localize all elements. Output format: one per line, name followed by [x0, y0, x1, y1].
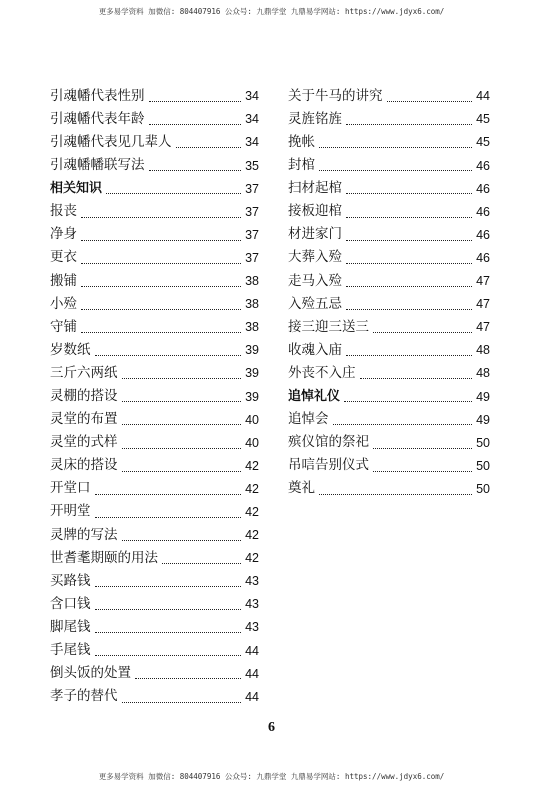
- toc-entry-page: 45: [476, 112, 490, 127]
- toc-right-column: [288, 85, 490, 501]
- toc-entry: [50, 662, 259, 685]
- toc-entry-page: 47: [476, 297, 490, 312]
- dot-leader: [122, 377, 242, 379]
- toc-entry-title: 引魂幡代表性别: [50, 87, 145, 104]
- toc-entry-title: 倒头饭的处置: [50, 665, 131, 682]
- toc-entry-page: 34: [245, 135, 259, 150]
- toc-entry-page: 46: [476, 250, 490, 265]
- dot-leader: [81, 308, 241, 310]
- toc-entry-title: 净身: [50, 226, 77, 243]
- dot-leader: [122, 423, 242, 425]
- dot-leader: [346, 308, 472, 310]
- toc-entry: [288, 362, 490, 385]
- toc-entry-title: 孝子的替代: [50, 688, 118, 705]
- dot-leader: [387, 100, 473, 102]
- toc-entry-title: 灵牌的写法: [50, 526, 118, 543]
- toc-entry-title: 追悼会: [288, 411, 329, 428]
- toc-entry-title: 接板迎棺: [288, 203, 342, 220]
- toc-entry-page: 39: [245, 389, 259, 404]
- toc-left-column: [50, 85, 259, 709]
- toc-entry-title: 报丧: [50, 203, 77, 220]
- dot-leader: [346, 285, 472, 287]
- toc-entry: [50, 154, 259, 177]
- toc-entry-page: 35: [245, 158, 259, 173]
- toc-entry-title: 守铺: [50, 318, 77, 335]
- toc-entry-page: 42: [245, 528, 259, 543]
- toc-entry-page: 39: [245, 343, 259, 358]
- toc-section-heading: [50, 177, 259, 200]
- toc-entry-page: 38: [245, 297, 259, 312]
- toc-entry-title: 相关知识: [50, 181, 103, 197]
- toc-entry-title: 灵堂的布置: [50, 411, 118, 428]
- dot-leader: [346, 262, 472, 264]
- dot-leader: [346, 216, 472, 218]
- toc-entry-title: 小殓: [50, 295, 77, 312]
- toc-entry-title: 入殓五忌: [288, 295, 342, 312]
- toc-entry-title: 走马入殓: [288, 272, 342, 289]
- toc-entry-page: 42: [245, 481, 259, 496]
- toc-entry-page: 37: [245, 204, 259, 219]
- toc-entry: [50, 478, 259, 501]
- dot-leader: [106, 192, 241, 194]
- toc-entry-title: 灵棚的搭设: [50, 388, 118, 405]
- toc-entry: [50, 85, 259, 108]
- toc-entry-page: 46: [476, 181, 490, 196]
- dot-leader: [95, 585, 242, 587]
- toc-entry-page: 48: [476, 343, 490, 358]
- toc-entry-title: 含口钱: [50, 595, 91, 612]
- dot-leader: [373, 447, 472, 449]
- toc-entry-title: 开堂口: [50, 480, 91, 497]
- toc-entry-page: 44: [476, 89, 490, 104]
- toc-entry-title: 买路钱: [50, 572, 91, 589]
- toc-entry-page: 42: [245, 458, 259, 473]
- toc-entry: [288, 131, 490, 154]
- toc-entry-title: 奠礼: [288, 480, 315, 497]
- dot-leader: [95, 516, 242, 518]
- toc-entry-page: 34: [245, 112, 259, 127]
- dot-leader: [319, 146, 472, 148]
- toc-entry: [288, 247, 490, 270]
- dot-leader: [344, 400, 472, 402]
- toc-entry-title: 世耆耄期颐的用法: [50, 549, 158, 566]
- toc-entry: [288, 224, 490, 247]
- toc-entry: [50, 639, 259, 662]
- dot-leader: [122, 539, 242, 541]
- toc-entry-page: 43: [245, 597, 259, 612]
- dot-leader: [346, 239, 472, 241]
- toc-entry: [50, 385, 259, 408]
- dot-leader: [149, 100, 242, 102]
- toc-entry-page: 46: [476, 158, 490, 173]
- toc-entry-page: 39: [245, 366, 259, 381]
- toc-entry-title: 引魂幡代表见几辈人: [50, 133, 172, 150]
- toc-entry-title: 灵堂的式样: [50, 434, 118, 451]
- toc-entry-title: 更衣: [50, 249, 77, 266]
- toc-entry: [50, 616, 259, 639]
- toc-entry-page: 50: [476, 435, 490, 450]
- toc-entry: [288, 431, 490, 454]
- toc-entry: [288, 154, 490, 177]
- dot-leader: [149, 123, 242, 125]
- dot-leader: [81, 239, 241, 241]
- toc-entry-title: 三斤六两纸: [50, 364, 118, 381]
- toc-entry-page: 42: [245, 504, 259, 519]
- dot-leader: [373, 470, 472, 472]
- toc-entry-page: 50: [476, 458, 490, 473]
- toc-entry-page: 38: [245, 274, 259, 289]
- toc-entry-title: 脚尾钱: [50, 618, 91, 635]
- toc-entry-title: 关于牛马的讲究: [288, 87, 383, 104]
- toc-entry-title: 扫材起棺: [288, 180, 342, 197]
- page-header-watermark: 更多易学资料 加微信: 804407916 公众号: 九鼎学堂 九鼎易学网站: https://www.jdyx6.com/: [98, 7, 445, 16]
- toc-entry-page: 43: [245, 620, 259, 635]
- toc-entry: [50, 131, 259, 154]
- toc-entry: [50, 431, 259, 454]
- toc-entry-title: 引魂幡幡联写法: [50, 157, 145, 174]
- toc-entry: [288, 478, 490, 501]
- toc-entry: [50, 200, 259, 223]
- toc-entry-title: 接三迎三送三: [288, 318, 369, 335]
- toc-entry-page: 37: [245, 181, 259, 196]
- toc-entry-title: 殡仪馆的祭祀: [288, 434, 369, 451]
- dot-leader: [176, 146, 242, 148]
- toc-entry: [50, 247, 259, 270]
- toc-entry-page: 44: [245, 689, 259, 704]
- toc-entry-title: 岁数纸: [50, 341, 91, 358]
- dot-leader: [81, 262, 241, 264]
- toc-entry: [50, 593, 259, 616]
- toc-entry: [288, 108, 490, 131]
- toc-entry: [288, 339, 490, 362]
- dot-leader: [122, 470, 242, 472]
- dot-leader: [319, 493, 472, 495]
- page-footer-watermark: 更多易学资料 加微信: 804407916 公众号: 九鼎学堂 九鼎易学网站: https://www.jdyx6.com/: [98, 772, 445, 781]
- toc-entry-page: 44: [245, 666, 259, 681]
- toc-entry-title: 收魂入庙: [288, 341, 342, 358]
- toc-entry: [50, 685, 259, 708]
- toc-entry-title: 灵旌铭旌: [288, 110, 342, 127]
- dot-leader: [122, 447, 242, 449]
- dot-leader: [81, 216, 241, 218]
- toc-entry-title: 追悼礼仪: [288, 389, 341, 405]
- toc-entry-title: 引魂幡代表年龄: [50, 110, 145, 127]
- toc-entry: [288, 316, 490, 339]
- toc-entry-page: 42: [245, 551, 259, 566]
- toc-entry-page: 46: [476, 227, 490, 242]
- dot-leader: [95, 608, 242, 610]
- dot-leader: [346, 192, 472, 194]
- toc-entry-page: 48: [476, 366, 490, 381]
- toc-entry-title: 开明堂: [50, 503, 91, 520]
- toc-entry-page: 47: [476, 274, 490, 289]
- toc-entry-title: 挽帐: [288, 133, 315, 150]
- dot-leader: [333, 423, 473, 425]
- toc-entry-title: 大葬入殓: [288, 249, 342, 266]
- toc-entry-page: 45: [476, 135, 490, 150]
- toc-entry: [50, 339, 259, 362]
- page-number: 6: [268, 720, 275, 735]
- toc-entry: [50, 524, 259, 547]
- toc-entry: [288, 177, 490, 200]
- dot-leader: [122, 400, 242, 402]
- toc-entry-page: 49: [476, 389, 490, 404]
- toc-entry: [288, 200, 490, 223]
- dot-leader: [149, 169, 242, 171]
- dot-leader: [373, 331, 472, 333]
- dot-leader: [81, 285, 241, 287]
- toc-entry-title: 搬铺: [50, 272, 77, 289]
- toc-entry-page: 37: [245, 250, 259, 265]
- toc-entry: [50, 362, 259, 385]
- toc-entry-title: 吊唁告别仪式: [288, 457, 369, 474]
- toc-entry-page: 34: [245, 89, 259, 104]
- dot-leader: [346, 354, 472, 356]
- toc-entry-title: 外丧不入庄: [288, 364, 356, 381]
- toc-entry: [288, 408, 490, 431]
- toc-entry-page: 44: [245, 643, 259, 658]
- toc-entry: [288, 293, 490, 316]
- toc-entry: [50, 547, 259, 570]
- dot-leader: [95, 631, 242, 633]
- dot-leader: [135, 677, 241, 679]
- toc-entry-page: 46: [476, 204, 490, 219]
- toc-entry-page: 43: [245, 574, 259, 589]
- toc-entry-page: 37: [245, 227, 259, 242]
- toc-entry-title: 封棺: [288, 157, 315, 174]
- toc-entry-title: 材进家门: [288, 226, 342, 243]
- dot-leader: [360, 377, 473, 379]
- toc-entry: [50, 108, 259, 131]
- toc-entry: [50, 501, 259, 524]
- toc-entry-page: 40: [245, 435, 259, 450]
- toc-entry: [50, 224, 259, 247]
- dot-leader: [95, 354, 242, 356]
- toc-entry-page: 49: [476, 412, 490, 427]
- toc-entry-title: 手尾钱: [50, 642, 91, 659]
- toc-section-heading: [288, 385, 490, 408]
- toc-entry: [50, 455, 259, 478]
- toc-entry-page: 38: [245, 320, 259, 335]
- dot-leader: [95, 654, 242, 656]
- dot-leader: [122, 701, 242, 703]
- toc-entry: [50, 270, 259, 293]
- dot-leader: [319, 169, 472, 171]
- dot-leader: [81, 331, 241, 333]
- toc-entry-page: 50: [476, 481, 490, 496]
- toc-entry-page: 47: [476, 320, 490, 335]
- dot-leader: [346, 123, 472, 125]
- dot-leader: [162, 562, 241, 564]
- toc-entry: [50, 408, 259, 431]
- toc-entry-page: 40: [245, 412, 259, 427]
- toc-entry: [50, 570, 259, 593]
- toc-entry: [288, 270, 490, 293]
- toc-entry: [50, 293, 259, 316]
- dot-leader: [95, 493, 242, 495]
- toc-entry: [288, 455, 490, 478]
- toc-entry: [288, 85, 490, 108]
- toc-entry: [50, 316, 259, 339]
- toc-entry-title: 灵床的搭设: [50, 457, 118, 474]
